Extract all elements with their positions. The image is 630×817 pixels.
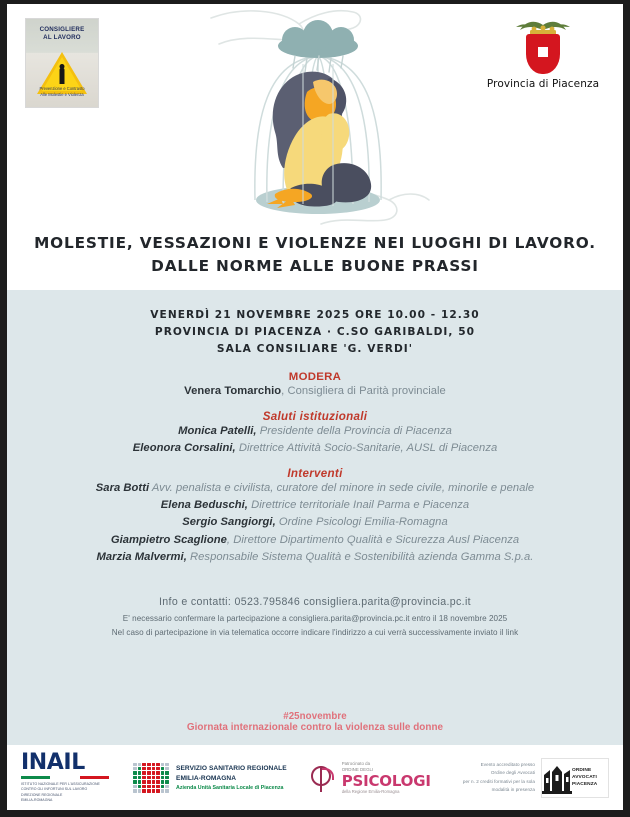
inail-subtitle-line3: DIREZIONE REGIONALE [21, 792, 63, 797]
ssr-line1: SERVIZIO SANITARIO REGIONALE [176, 765, 287, 773]
piacenza-shield-icon [526, 34, 560, 74]
section-spacer [7, 401, 623, 410]
ssr-mosaic-cell [138, 771, 142, 774]
ssr-mosaic-cell [165, 785, 169, 788]
hashtag-block [7, 711, 623, 733]
section-heading: Interventi [287, 466, 343, 480]
ssr-mosaic-cell [152, 780, 156, 783]
hashtag-tag: #25novembre [283, 711, 347, 722]
psicologi-text [342, 761, 431, 795]
ssr-mosaic-cell [147, 780, 151, 783]
ssr-mosaic-cell [147, 776, 151, 779]
ssr-mosaic-cell [133, 780, 137, 783]
psicologi-patrocinio-line2: ORDINE DEGLI [341, 767, 374, 773]
section-heading: MODERA [288, 371, 342, 384]
psicologi-wordmark: PSICOLOGI [341, 771, 431, 790]
accreditation-line3: per n. 2 crediti formativi per la sola [462, 778, 535, 784]
speaker-name: Eleonora Corsalini, [132, 442, 236, 455]
contacts-note-1: E' necessario confermare la partecipazione a consigliera.parita@provincia.pc.it entro il 18 novembre 2025 [122, 614, 508, 624]
piacenza-coat-of-arms-icon [483, 16, 603, 78]
ssr-mosaic-cell [142, 771, 146, 774]
contacts-note-2: Nel caso di partecipazione in via telematica occorre indicare l'indirizzo a cui verrà successivamente inviato il link [111, 628, 519, 638]
section-heading: Saluti istituzionali [262, 409, 368, 423]
provincia-di-piacenza-logo [483, 16, 603, 90]
ssr-mosaic-icon [133, 763, 169, 793]
ssr-mosaic-cell [133, 771, 137, 774]
ssr-mosaic-cell [152, 785, 156, 788]
ssr-mosaic-cell [142, 780, 146, 783]
ssr-mosaic-cell [152, 776, 156, 779]
psi-symbol-icon [309, 763, 337, 793]
speaker-name: Marzia Malvermi, [96, 550, 187, 563]
ssr-mosaic-cell [161, 771, 165, 774]
ssr-mosaic-cell [161, 785, 165, 788]
ssr-mosaic-cell [161, 763, 165, 766]
consigliere-logo-title [26, 26, 98, 43]
speaker-row [7, 514, 623, 531]
speaker-role: Direttore Dipartimento Qualità e Sicurezza Ausl Piacenza [230, 533, 520, 546]
ssr-mosaic-cell [138, 789, 142, 792]
accreditation-text [463, 761, 535, 794]
ssr-mosaic-cell [138, 763, 142, 766]
ssr-mosaic-cell [133, 767, 137, 770]
ssr-mosaic-cell [165, 776, 169, 779]
ssr-text [176, 764, 287, 790]
speaker-role: Responsabile Sistema Qualità e Sostenibilità azienda Gamma S.p.a. [186, 550, 534, 563]
ssr-mosaic-cell [156, 780, 160, 783]
ssr-mosaic-cell [156, 789, 160, 792]
ordine-avvocati-text [572, 767, 597, 789]
ssr-mosaic-cell [165, 771, 169, 774]
speaker-name: Giampietro Scaglione [110, 533, 227, 546]
ssr-mosaic-cell [156, 785, 160, 788]
ordine-avvocati-piacenza-logo [541, 758, 609, 798]
speaker-name: Monica Patelli, [178, 424, 257, 437]
ssr-mosaic-cell [156, 763, 160, 766]
speaker-role: Presidente della Provincia di Piacenza [256, 424, 452, 437]
accreditation-line2: Ordine degli Avvocati [490, 770, 535, 776]
ssr-mosaic-cell [165, 763, 169, 766]
ssr-mosaic-cell [133, 776, 137, 779]
ssr-mosaic-cell [165, 767, 169, 770]
event-room: SALA CONSILIARE 'G. VERDI' [216, 343, 414, 356]
consigliere-logo-title-line1: CONSIGLIERE [39, 26, 85, 33]
poster-sheet [7, 4, 623, 810]
psicologi-region: della Regione Emilia-Romagna [341, 789, 400, 795]
inail-subtitle [21, 782, 109, 804]
speaker-separator: , [281, 385, 285, 398]
ssr-mosaic-cell [161, 776, 165, 779]
inail-logo [21, 745, 117, 810]
ssr-mosaic-cell [142, 776, 146, 779]
ssr-mosaic-cell [156, 771, 160, 774]
ssr-mosaic-cell [147, 789, 151, 792]
palazzo-icon [542, 761, 572, 795]
servizio-sanitario-regionale-logo [133, 745, 287, 810]
ordine-psicologi-logo [309, 745, 431, 810]
accreditation-block [463, 745, 609, 810]
ssr-line3: Azienda Unità Sanitaria Locale di Piacenza [176, 784, 284, 791]
speaker-row [7, 383, 623, 400]
inail-subtitle-line4: EMILIA-ROMAGNA [21, 797, 53, 802]
ssr-mosaic-cell [138, 767, 142, 770]
ordine-avvocati-line1: ORDINE [572, 767, 592, 773]
speaker-row [7, 423, 623, 440]
ssr-mosaic-cell [142, 763, 146, 766]
consigliere-logo-subtitle-line2: Alle Molestie e Violenza [40, 91, 84, 97]
consigliere-logo-subtitle [26, 86, 98, 98]
inail-wordmark: INAIL [21, 749, 85, 775]
page-title-line1: MOLESTIE, VESSAZIONI E VIOLENZE NEI LUOGHI DI LAVORO. [34, 234, 596, 252]
speaker-role: Avv. penalista e civilista, curatore del minore in sede civile, minorile e penale [149, 481, 535, 494]
sponsor-footer [7, 745, 623, 810]
ssr-mosaic-cell [161, 789, 165, 792]
speaker-role: Direttrice territoriale Inail Parma e Piacenza [247, 498, 470, 511]
hazard-figure-body-icon [60, 68, 65, 84]
ssr-mosaic-cell [156, 767, 160, 770]
event-when-where [7, 307, 623, 358]
ssr-mosaic-cell [133, 789, 137, 792]
ssr-mosaic-cell [142, 789, 146, 792]
ssr-mosaic-cell [152, 789, 156, 792]
speaker-role: Consigliera di Parità provinciale [284, 385, 446, 398]
page-title [7, 232, 623, 279]
ssr-mosaic-cell [161, 780, 165, 783]
ssr-mosaic-cell [152, 767, 156, 770]
section-spacer [7, 358, 623, 371]
speaker-row [7, 532, 623, 549]
ssr-mosaic-cell [138, 785, 142, 788]
hashtag-subtitle: Giornata internazionale contro la violenza sulle donne [186, 722, 444, 733]
ordine-avvocati-line3: PIACENZA [572, 782, 598, 788]
speaker-separator: , [226, 533, 231, 546]
ssr-mosaic-cell [138, 776, 142, 779]
ssr-mosaic-cell [147, 767, 151, 770]
speaker-row [7, 497, 623, 514]
ssr-mosaic-cell [142, 785, 146, 788]
speaker-row [7, 549, 623, 566]
contacts-block [7, 592, 623, 640]
page-title-line2: DALLE NORME ALLE BUONE PRASSI [151, 257, 479, 276]
provincia-label: Provincia di Piacenza [486, 78, 600, 90]
ssr-mosaic-cell [152, 771, 156, 774]
program-sections [7, 358, 623, 566]
ssr-mosaic-cell [165, 789, 169, 792]
details-panel [7, 290, 623, 745]
contacts-main: Info e contatti: 0523.795846 consigliera.parita@provincia.pc.it [159, 596, 471, 609]
woman-in-birdcage-illustration [203, 4, 433, 234]
speaker-name: Venera Tomarchio [184, 385, 282, 398]
ssr-mosaic-cell [156, 776, 160, 779]
speaker-role: Ordine Psicologi Emilia-Romagna [275, 516, 448, 529]
ssr-mosaic-cell [147, 771, 151, 774]
inail-subtitle-line2: CONTRO GLI INFORTUNI SUL LAVORO [21, 787, 88, 792]
consigliere-al-lavoro-logo [25, 18, 99, 108]
event-date-time: VENERDÌ 21 NOVEMBRE 2025 ORE 10.00 - 12.30 [150, 309, 480, 321]
inail-subtitle-line1: ISTITUTO NAZIONALE PER L'ASSICURAZIONE [21, 781, 100, 786]
speaker-name: Sara Botti [95, 481, 150, 494]
event-venue: PROVINCIA DI PIACENZA · C.SO GARIBALDI, 50 [154, 326, 476, 339]
consigliere-logo-subtitle-line1: Prevenzione e Contrasto [39, 85, 85, 91]
ssr-mosaic-cell [165, 780, 169, 783]
speaker-name: Sergio Sangiorgi, [182, 516, 276, 529]
ssr-mosaic-cell [133, 763, 137, 766]
accreditation-line4: modalità in presenza [491, 786, 535, 792]
section-spacer [7, 458, 623, 467]
ordine-avvocati-line2: AVVOCATI [572, 774, 597, 780]
speaker-row [7, 440, 623, 457]
speaker-row [7, 480, 623, 497]
ssr-mosaic-cell [142, 767, 146, 770]
consigliere-logo-title-line2: AL LAVORO [43, 34, 81, 42]
ssr-mosaic-cell [152, 763, 156, 766]
ssr-mosaic-cell [147, 785, 151, 788]
ssr-mosaic-cell [161, 767, 165, 770]
ssr-mosaic-cell [133, 785, 137, 788]
speaker-role: Direttrice Attività Socio-Sanitarie, AUSL di Piacenza [235, 442, 498, 455]
ssr-mosaic-cell [138, 780, 142, 783]
ssr-line2: EMILIA-ROMAGNA [176, 774, 237, 782]
italian-flag-icon [21, 776, 109, 779]
speaker-name: Elena Beduschi, [160, 498, 248, 511]
ssr-mosaic-cell [147, 763, 151, 766]
psicologi-patrocinio-line1: Patrocinato da [341, 760, 371, 766]
accreditation-line1: Evento accreditato presso [480, 762, 535, 768]
